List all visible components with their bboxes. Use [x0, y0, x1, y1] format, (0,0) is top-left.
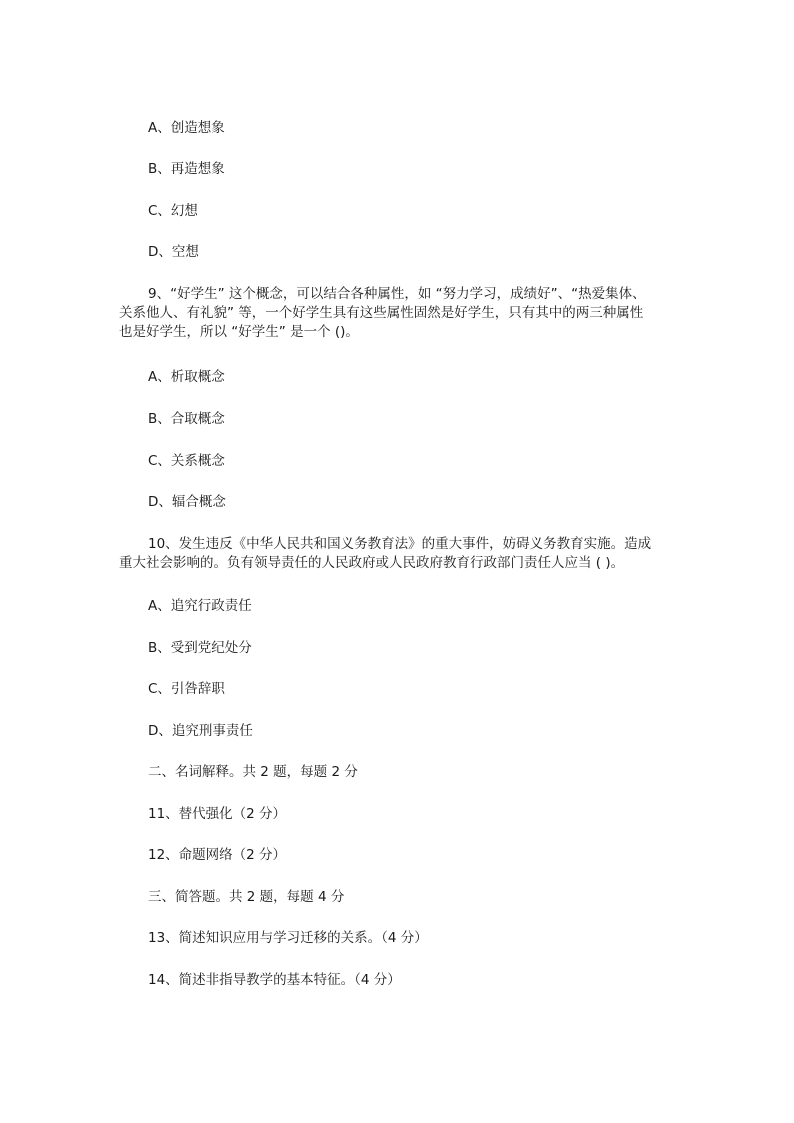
q9-stem-line: 关系他人、有礼貌” 等，一个好学生具有这些属性固然是好学生，只有其中的两三种属性	[119, 305, 644, 321]
q10-stem-line: 10、发生违反《中华人民共和国义务教育法》的重大事件，妨碍义务教育实施。造成	[148, 536, 652, 552]
q9-stem-line: 9、“好学生” 这个概念，可以结合各种属性，如 “努力学习，成绩好”、“热爱集体、	[148, 286, 646, 302]
q8-option-b: B、再造想象	[148, 161, 225, 177]
q10-option-d: D、追究刑事责任	[148, 723, 253, 739]
q9-stem-line: 也是好学生，所以 “好学生” 是一个 ()。	[119, 324, 359, 340]
q10-stem	[119, 535, 679, 573]
q8-option-d: D、空想	[148, 244, 199, 260]
q10-option-a: A、追究行政责任	[148, 598, 252, 614]
q11-question: 11、替代强化（2 分）	[148, 806, 287, 822]
q12-question: 12、命题网络（2 分）	[148, 847, 287, 863]
q10-stem-line: 重大社会影响的。负有领导责任的人民政府或人民政府教育行政部门责任人应当 ( )。	[119, 555, 625, 571]
q14-question: 14、简述非指导教学的基本特征。（4 分）	[148, 972, 401, 988]
q13-question: 13、简述知识应用与学习迁移的关系。（4 分）	[148, 930, 428, 946]
q9-option-c: C、关系概念	[148, 453, 225, 469]
q8-option-c: C、幻想	[148, 203, 198, 219]
q9-stem	[119, 285, 679, 342]
q9-option-a: A、析取概念	[148, 369, 225, 385]
q9-option-b: B、合取概念	[148, 411, 225, 427]
q8-option-a: A、创造想象	[148, 120, 225, 136]
q10-option-b: B、受到党纪处分	[148, 640, 252, 656]
section-3-heading: 三、简答题。共 2 题，每题 4 分	[148, 889, 345, 905]
q10-option-c: C、引咎辞职	[148, 681, 225, 697]
q9-option-d: D、辐合概念	[148, 494, 226, 510]
section-2-heading: 二、名词解释。共 2 题，每题 2 分	[148, 764, 358, 780]
